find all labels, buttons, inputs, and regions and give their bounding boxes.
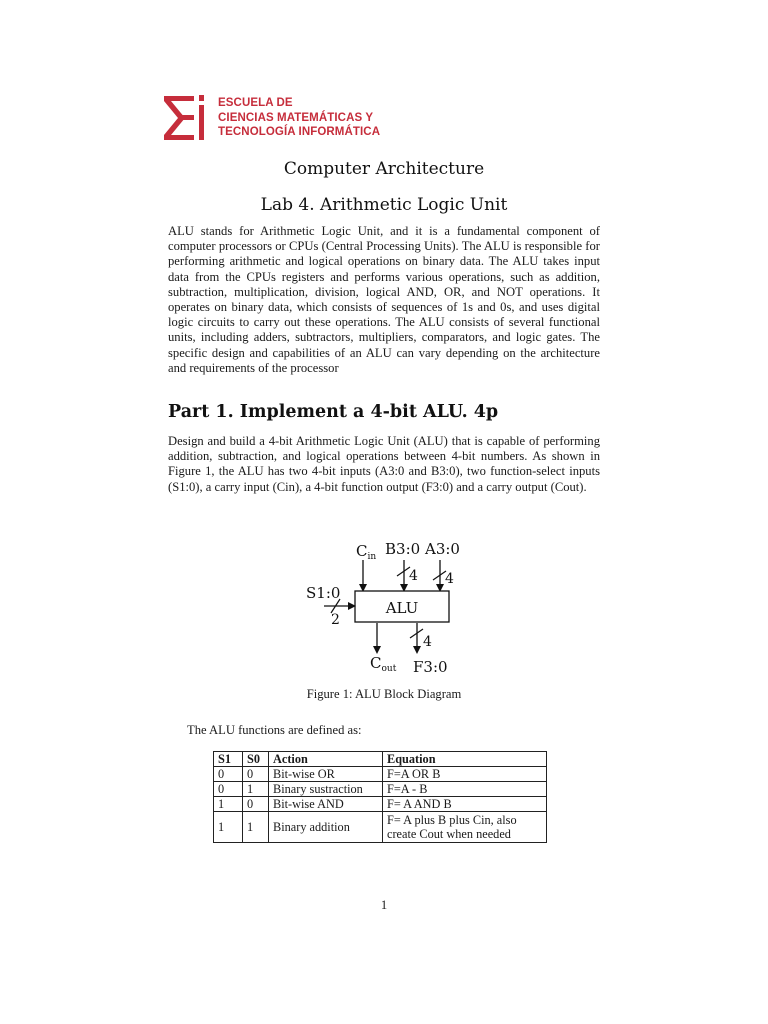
s-input-label: S1:0 bbox=[306, 584, 341, 602]
f-bus-width: 4 bbox=[423, 634, 432, 650]
school-logo-icon bbox=[163, 94, 211, 142]
header-equation: Equation bbox=[383, 752, 547, 767]
cin-label: $C_{in}$ bbox=[356, 542, 377, 562]
cell-s1: 0 bbox=[214, 767, 243, 782]
header-s0: S0 bbox=[243, 752, 269, 767]
cell-s0: 1 bbox=[243, 812, 269, 843]
intro-paragraph: ALU stands for Arithmetic Logic Unit, and it is a fundamental component of computer processors or CPUs (Central Processing Units). The ALU is responsible for performing arithmetic and logical operations on binary data. The ALU takes input data from the CPUs registers and performs various operations, such as addition, subtraction, multiplication, division, logical AND, OR, and NOT operations. It operates on binary data, which consists of sequences of 1s and 0s, and uses digital logic circuits to carry out these operations. The ALU consists of several functional units, including adders, subtractors, multipliers, comparators, and logic gates. The specific design and capabilities of an ALU can vary depending on the architecture and requirements of the processor bbox=[168, 224, 600, 375]
cell-equation: F= A AND B bbox=[383, 797, 547, 812]
cell-s0: 1 bbox=[243, 782, 269, 797]
cell-s1: 0 bbox=[214, 782, 243, 797]
header-s1: S1 bbox=[214, 752, 243, 767]
cell-action: Bit-wise AND bbox=[269, 797, 383, 812]
cell-s0: 0 bbox=[243, 797, 269, 812]
school-name-line-2: CIENCIAS MATEMÁTICAS Y bbox=[218, 111, 374, 124]
cell-s0: 0 bbox=[243, 767, 269, 782]
lab-title: Lab 4. Arithmetic Logic Unit bbox=[260, 195, 508, 215]
alu-function-table bbox=[213, 751, 547, 843]
alu-block-diagram bbox=[296, 534, 486, 679]
table-row bbox=[214, 797, 547, 812]
table-row bbox=[214, 767, 547, 782]
cell-s1: 1 bbox=[214, 812, 243, 843]
school-name bbox=[218, 96, 438, 140]
part1-heading: Part 1. Implement a 4-bit ALU. 4p bbox=[168, 402, 499, 422]
a-input-label: A3:0 bbox=[425, 540, 460, 558]
f-output-label: F3:0 bbox=[413, 658, 448, 676]
cell-action: Binary addition bbox=[269, 812, 383, 843]
s-bus-width: 2 bbox=[331, 612, 340, 628]
school-name-line-1: ESCUELA DE bbox=[218, 97, 293, 109]
cout-label: $C_{out}$ bbox=[370, 654, 397, 674]
cell-action: Bit-wise OR bbox=[269, 767, 383, 782]
header-action: Action bbox=[269, 752, 383, 767]
cell-equation: F=A - B bbox=[383, 782, 547, 797]
b-input-label: B3:0 bbox=[385, 540, 421, 558]
figure-caption: Figure 1: ALU Block Diagram bbox=[306, 687, 462, 701]
table-header-row bbox=[214, 752, 547, 767]
school-name-line-3: TECNOLOGÍA INFORMÁTICA bbox=[218, 126, 381, 138]
cell-equation: F= A plus B plus Cin, also create Cout when needed bbox=[383, 812, 547, 843]
cell-s1: 1 bbox=[214, 797, 243, 812]
table-row bbox=[214, 812, 547, 843]
table-intro: The ALU functions are defined as: bbox=[187, 723, 362, 737]
table-row bbox=[214, 782, 547, 797]
course-title: Computer Architecture bbox=[283, 159, 485, 179]
alu-block-label: ALU bbox=[385, 599, 419, 617]
cell-action: Binary sustraction bbox=[269, 782, 383, 797]
part1-paragraph: Design and build a 4-bit Arithmetic Logic Unit (ALU) that is capable of performing addition, subtraction, and logical operations between 4-bit numbers. As shown in Figure 1, the ALU has two 4-bit inputs (A3:0 and B3:0), two function-select inputs (S1:0), a carry input (Cin), a 4-bit function output (F3:0) and a carry output (Cout). bbox=[168, 434, 600, 494]
a-bus-width: 4 bbox=[445, 571, 454, 587]
page-number: 1 bbox=[380, 898, 388, 912]
cell-equation: F=A OR B bbox=[383, 767, 547, 782]
b-bus-width: 4 bbox=[409, 568, 418, 584]
